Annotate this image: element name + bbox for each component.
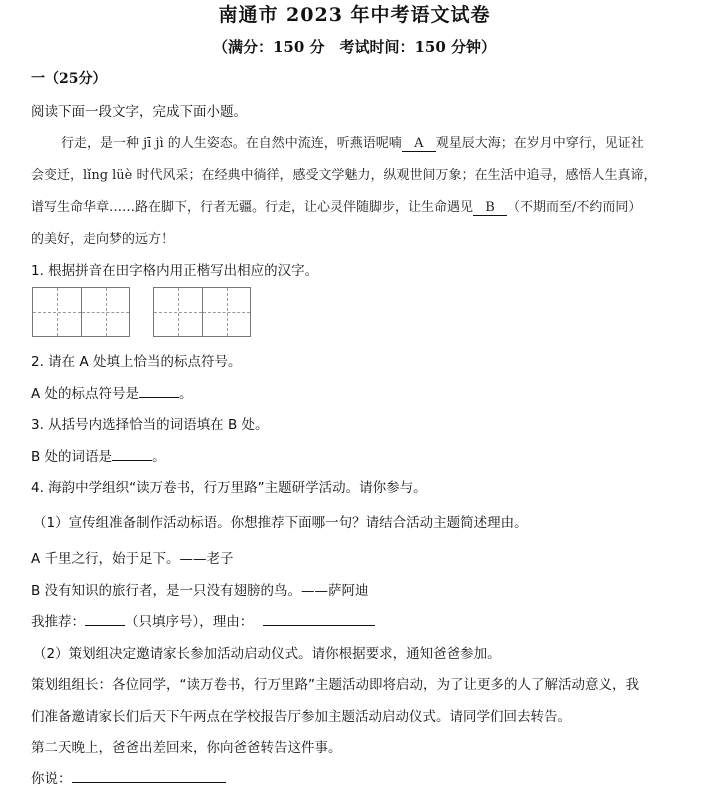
passage-line-3 [31,196,641,216]
exam-subtitle: （满分：150 分 考试时间：150 分钟） [212,38,497,56]
passage-line-2: 会变迁，lǐng lüè 时代风采；在经典中徜徉，感受文学魅力，纵观世间万象；在生活中追寻，感悟人生真谛， [31,168,657,183]
notice-line-1: 策划组组长：各位同学，“读万卷书，行万里路”主题活动即将启动，为了让更多的人了解活动意义，我 [31,677,639,693]
section-heading: 一（25分） [31,71,107,87]
question-3: 3. 从括号内选择恰当的词语填在 B 处。 [31,417,269,433]
tianzige-grid-2[interactable] [153,287,251,337]
question-4-part-1: （1）宣传组准备制作活动标语。你想推荐下面哪一句？请结合活动主题简述理由。 [33,515,528,531]
question-2: 2. 请在 A 处填上恰当的标点符号。 [31,354,242,370]
tianzige-cell[interactable] [81,288,129,336]
answer-end-mark: 。 [179,386,193,402]
question-1: 1. 根据拼音在田字格内用正楷写出相应的汉字。 [31,263,319,279]
slogan-option-a: A 千里之行，始于足下。——老子 [31,551,234,567]
recommend-reason-blank[interactable] [263,611,375,626]
tianzige-cell[interactable] [33,288,81,336]
recommend-reason-prompt: （只填序号），理由： [125,614,254,630]
you-say-prompt: 你说： [31,771,72,787]
recommend-line [31,610,375,630]
scenario-text: 第二天晚上，爸爸出差回来，你向爸爸转告这件事。 [31,740,342,756]
recommend-prompt: 我推荐： [31,614,85,630]
tianzige-cell[interactable] [154,288,202,336]
blank-a-label: A [402,136,436,152]
passage-text: 谱写生命华章……路在脚下，行者无疆。行走，让心灵伴随脚步，让生命遇见 [31,200,474,215]
answer-blank-b[interactable] [112,446,152,461]
passage-text: 行走，是一种 jī jì 的人生姿态。在自然中流连，听燕语呢喃 [61,136,402,151]
word-choices: （不期而至/不约而同） [507,200,642,215]
you-say-blank[interactable] [72,768,226,783]
blank-b-label: B [473,200,507,216]
tianzige-grid-1[interactable] [32,287,130,337]
question-2-answer [31,382,193,402]
answer-blank-a[interactable] [139,383,179,398]
question-3-answer [31,445,166,465]
recommend-choice-blank[interactable] [85,611,125,626]
answer-prompt: A 处的标点符号是 [31,386,140,402]
passage-line-4: 的美好，走向梦的远方！ [31,232,175,247]
answer-prompt: B 处的词语是 [31,449,113,465]
reading-instruction: 阅读下面一段文字，完成下面小题。 [31,104,247,120]
question-4-part-2: （2）策划组决定邀请家长参加活动启动仪式。请你根据要求，通知爸爸参加。 [33,646,501,662]
question-4: 4. 海韵中学组织“读万卷书，行万里路”主题研学活动。请你参与。 [31,480,427,496]
answer-end-mark: 。 [152,449,166,465]
passage-text: 观星辰大海；在岁月中穿行，见证社 [435,136,644,151]
slogan-option-b: B 没有知识的旅行者，是一只没有翅膀的鸟。——萨阿迪 [31,583,369,599]
exam-title: 南通市 2023 年中考语文试卷 [218,4,491,26]
tianzige-cell[interactable] [202,288,250,336]
you-say-line [31,767,226,787]
passage-line-1 [61,132,644,152]
notice-line-2: 们准备邀请家长们后天下午两点在学校报告厅参加主题活动启动仪式。请同学们回去转告。 [31,709,571,725]
